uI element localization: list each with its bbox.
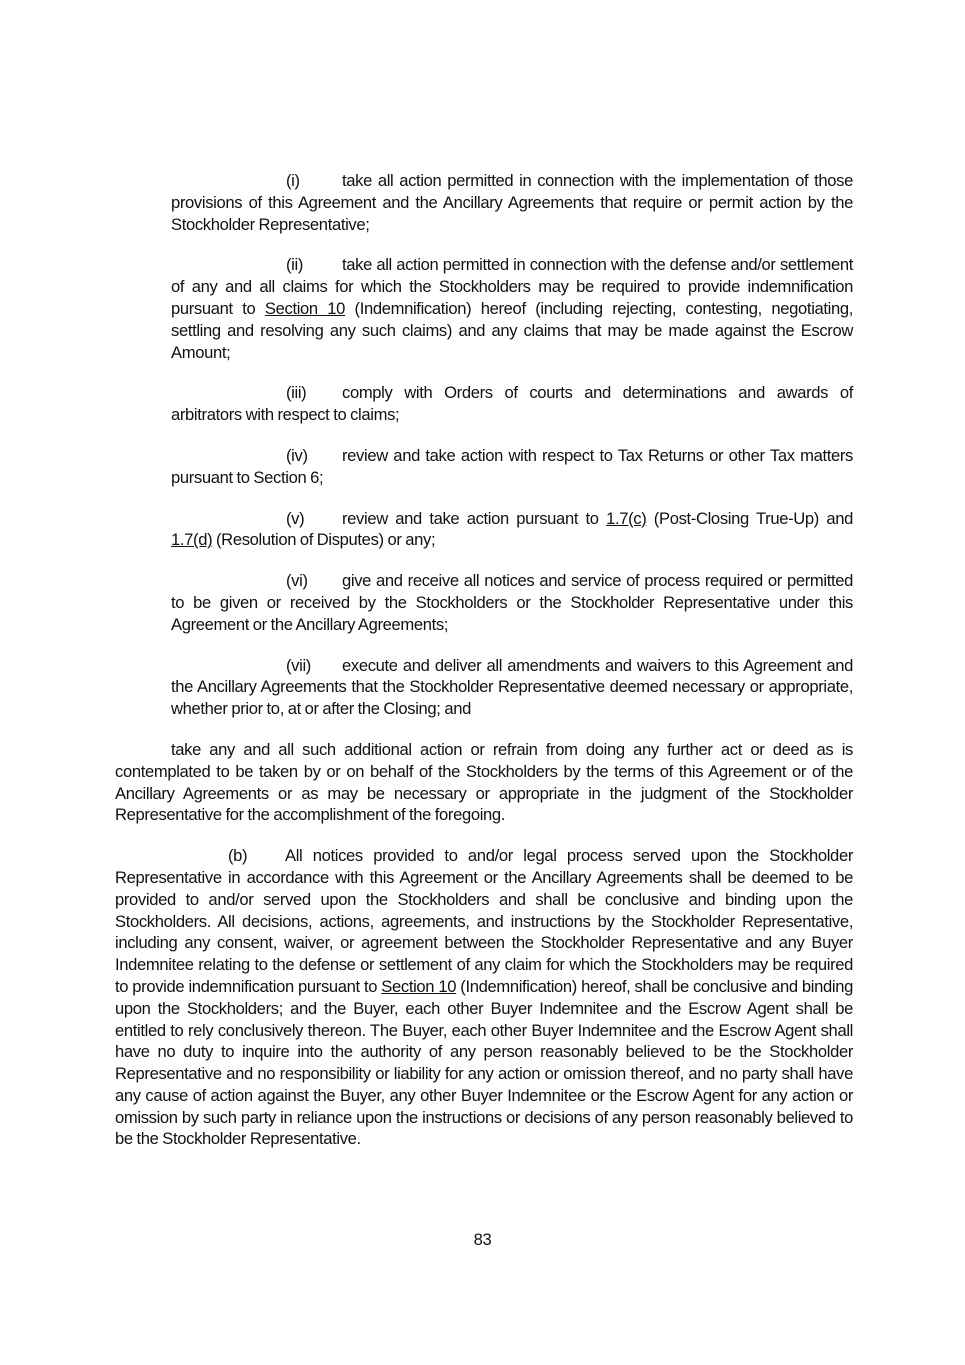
clause-number: (b)	[228, 846, 248, 866]
clause-text: give and receive all notices and service of process required or permitted to be given or received by the Stockholders or the Stockholder Representative under this Agreement or the Ancillary Agreements;	[171, 571, 853, 634]
clause-text: (Post-Closing True-Up) and	[646, 508, 853, 528]
section-reference-link[interactable]: 1.7(c)	[606, 508, 647, 528]
section-reference-link[interactable]: 1.7(d)	[171, 530, 213, 550]
clause-text: (Indemnification) hereof (including rejecting, contesting, negotiating, settling and resolving any such claims) and any claims that may be made against the Escrow Amount;	[171, 298, 854, 362]
clause-vi	[171, 570, 853, 635]
clause-number: (ii)	[286, 255, 304, 275]
clause-ii	[171, 254, 853, 363]
clause-text: take all action permitted in connection with the defense and/or settlement of any and all claims for which the Stockholders may be required to provide indemnification pursuant to	[171, 255, 853, 318]
section-reference-link[interactable]: Section 10	[381, 976, 457, 996]
clause-text: review and take action pursuant to	[342, 508, 607, 528]
page-number: 83	[473, 1230, 492, 1249]
clause-text: (Indemnification) hereof, shall be conclusive and binding upon the Stockholders; and the Buyer, each other Buyer Indemnitee and the Escrow Agent shall be entitled to rely conclusively thereon. The Buyer, each other Buyer Indemnitee and the Escrow Agent shall have no duty to inquire into the authority of any person reasonably believed to be the Stockholder Representative and no responsibility or liability for any action or omission thereof, and no party shall have any cause of action against the Buyer, any other Buyer Indemnitee or the Escrow Agent for any action or omission by such party in reliance upon the instructions or decisions of any person reasonably believed to be the Stockholder Representative.	[115, 976, 853, 1149]
clause-number: (iv)	[286, 445, 308, 465]
clause-number: (v)	[286, 508, 305, 528]
clause-number: (vii)	[286, 655, 311, 675]
section-reference-link[interactable]: Section 10	[264, 298, 346, 318]
document-body	[115, 170, 853, 1169]
clause-text: All notices provided to and/or legal process served upon the Stockholder Representative in accordance with this Agreement or the Ancillary Agreements shall be deemed to be provided to and/or served upon the Stockholders and shall be conclusive and binding upon the Stockholders. All decisions, actions, agreements, and instructions by the Stockholder Representative, including any consent, waiver, or agreement between the Stockholder Representative and any Buyer Indemnitee relating to the defense or settlement of any claim for which the Stockholders may be required to provide indemnification pursuant to	[115, 846, 853, 996]
clause-b	[115, 845, 853, 1150]
clause-iv	[171, 445, 853, 489]
clause-vii	[171, 655, 853, 720]
additional-action-paragraph: take any and all such additional action or refrain from doing any further act or deed as is contemplated to be taken by or on behalf of the Stockholders by the terms of this Agreement or of the Ancillary Agreements or as may be necessary or appropriate in the judgment of the Stockholder Representative for the accomplishment of the foregoing.	[115, 739, 853, 825]
clause-i	[171, 170, 853, 235]
clause-v	[171, 508, 853, 552]
clause-iii	[171, 382, 853, 426]
clause-text: execute and deliver all amendments and waivers to this Agreement and the Ancillary Agreements that the Stockholder Representative deemed necessary or appropriate, whether prior to, at or after the Closing; and	[171, 655, 853, 719]
clause-number: (i)	[286, 171, 300, 190]
clause-number: (vi)	[286, 571, 308, 591]
clause-text: review and take action with respect to Tax Returns or other Tax matters pursuant to Section 6;	[171, 445, 853, 487]
clause-number: (iii)	[286, 383, 307, 403]
clause-text: (Resolution of Disputes) or any;	[212, 530, 436, 550]
clause-text: take all action permitted in connection with the implementation of those provisions of this Agreement and the Ancillary Agreements that require or permit action by the Stockholder Representative;	[171, 171, 853, 234]
clause-text: comply with Orders of courts and determinations and awards of arbitrators with respect to claims;	[171, 383, 853, 425]
